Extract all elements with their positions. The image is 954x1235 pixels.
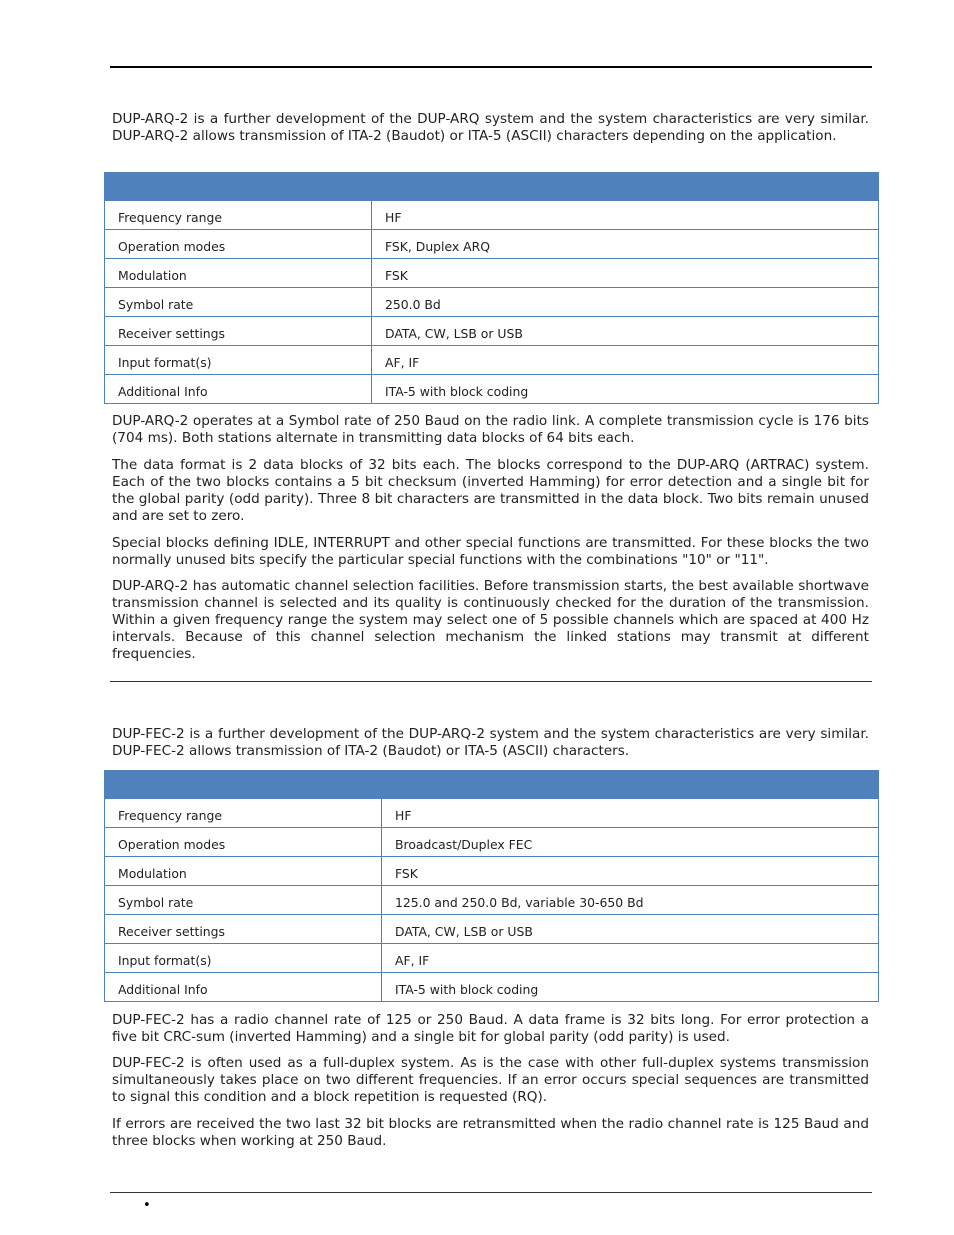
table-row [105, 973, 879, 1002]
param-label: Modulation [105, 857, 382, 886]
table-header-row [105, 173, 879, 201]
dup-arq2-intro: DUP-ARQ-2 is a further development of the DUP-ARQ system and the system characteristics are very similar. DUP-ARQ-2 allows transmission of ITA-2 (Baudot) or ITA-5 (ASCII) characters depending on the application. [112, 111, 869, 144]
param-value: ITA-5 with block coding [382, 973, 879, 1002]
dup-arq2-paragraph-channel-selection: DUP-ARQ-2 has automatic channel selection facilities. Before transmission starts, the best available shortwave transmission channel is selected and its quality is continuously checked for the duration of the transmission. Within a given frequency range the system may select one of 5 possible channels which are spaced at 400 Hz intervals. Because of this channel selection mechanism the linked stations may transmit at different frequencies. [112, 578, 869, 662]
dup-arq2-paragraph-data-format: The data format is 2 data blocks of 32 bits each. The blocks correspond to the DUP-ARQ (ARTRAC) system. Each of the two blocks contains a 5 bit checksum (inverted Hamming) for error detection and a single bit for the global parity (odd parity). Three 8 bit characters are transmitted in the data block. Two bits remain unused and are set to zero. [112, 457, 869, 524]
param-label: Input format(s) [105, 944, 382, 973]
dup-fec2-paragraph-channel-rate: DUP-FEC-2 has a radio channel rate of 125 or 250 Baud. A data frame is 32 bits long. For error protection a five bit CRC-sum (inverted Hamming) and a single bit for global parity (odd parity) is used. [112, 1012, 869, 1045]
dup-fec2-spec-table [104, 770, 879, 1002]
param-value: AF, IF [382, 944, 879, 973]
section-divider [110, 681, 872, 682]
param-label: Receiver settings [105, 317, 372, 346]
table-row [105, 828, 879, 857]
dup-fec2-paragraph-retransmission: If errors are received the two last 32 bit blocks are retransmitted when the radio channel rate is 125 Baud and three blocks when working at 250 Baud. [112, 1116, 869, 1149]
table-row [105, 799, 879, 828]
param-value: FSK [372, 259, 879, 288]
param-value: HF [372, 201, 879, 230]
table-header-cell [105, 173, 372, 201]
param-value: AF, IF [372, 346, 879, 375]
table-header-row [105, 771, 879, 799]
param-label: Receiver settings [105, 915, 382, 944]
param-value: DATA, CW, LSB or USB [382, 915, 879, 944]
param-label: Additional Info [105, 375, 372, 404]
dup-arq2-spec-table [104, 172, 879, 404]
param-label: Symbol rate [105, 886, 382, 915]
param-label: Input format(s) [105, 346, 372, 375]
param-label: Modulation [105, 259, 372, 288]
table-row [105, 915, 879, 944]
header-rule [110, 66, 872, 68]
table-header-cell [372, 173, 879, 201]
param-label: Additional Info [105, 973, 382, 1002]
table-row [105, 201, 879, 230]
footer-bullet: • [143, 1198, 151, 1213]
param-value: ITA-5 with block coding [372, 375, 879, 404]
param-label: Frequency range [105, 201, 372, 230]
param-label: Frequency range [105, 799, 382, 828]
table-row [105, 375, 879, 404]
param-label: Operation modes [105, 230, 372, 259]
param-label: Operation modes [105, 828, 382, 857]
table-header-cell [105, 771, 382, 799]
table-row [105, 346, 879, 375]
dup-fec2-intro: DUP-FEC-2 is a further development of the DUP-ARQ-2 system and the system characteristics are very similar. DUP-FEC-2 allows transmission of ITA-2 (Baudot) or ITA-5 (ASCII) characters. [112, 726, 869, 759]
dup-fec2-paragraph-full-duplex: DUP-FEC-2 is often used as a full-duplex system. As is the case with other full-duplex systems transmission simultaneously takes place on two different frequencies. If an error occurs special sequences are transmitted to signal this condition and a block repetition is requested (RQ). [112, 1055, 869, 1105]
table-row [105, 259, 879, 288]
param-value: DATA, CW, LSB or USB [372, 317, 879, 346]
table-header-cell [382, 771, 879, 799]
table-row [105, 857, 879, 886]
dup-arq2-paragraph-special-blocks: Special blocks defining IDLE, INTERRUPT and other special functions are transmitted. For these blocks the two normally unused bits specify the particular special functions with the combinations "10" or "11". [112, 535, 869, 568]
param-value: FSK [382, 857, 879, 886]
table-row [105, 288, 879, 317]
table-row [105, 944, 879, 973]
table-row [105, 230, 879, 259]
param-value: Broadcast/Duplex FEC [382, 828, 879, 857]
param-value: FSK, Duplex ARQ [372, 230, 879, 259]
dup-arq2-paragraph-symbol-rate: DUP-ARQ-2 operates at a Symbol rate of 250 Baud on the radio link. A complete transmission cycle is 176 bits (704 ms). Both stations alternate in transmitting data blocks of 64 bits each. [112, 413, 869, 446]
param-value: HF [382, 799, 879, 828]
param-label: Symbol rate [105, 288, 372, 317]
table-row [105, 886, 879, 915]
param-value: 250.0 Bd [372, 288, 879, 317]
param-value: 125.0 and 250.0 Bd, variable 30-650 Bd [382, 886, 879, 915]
footer-rule [110, 1192, 872, 1193]
table-row [105, 317, 879, 346]
